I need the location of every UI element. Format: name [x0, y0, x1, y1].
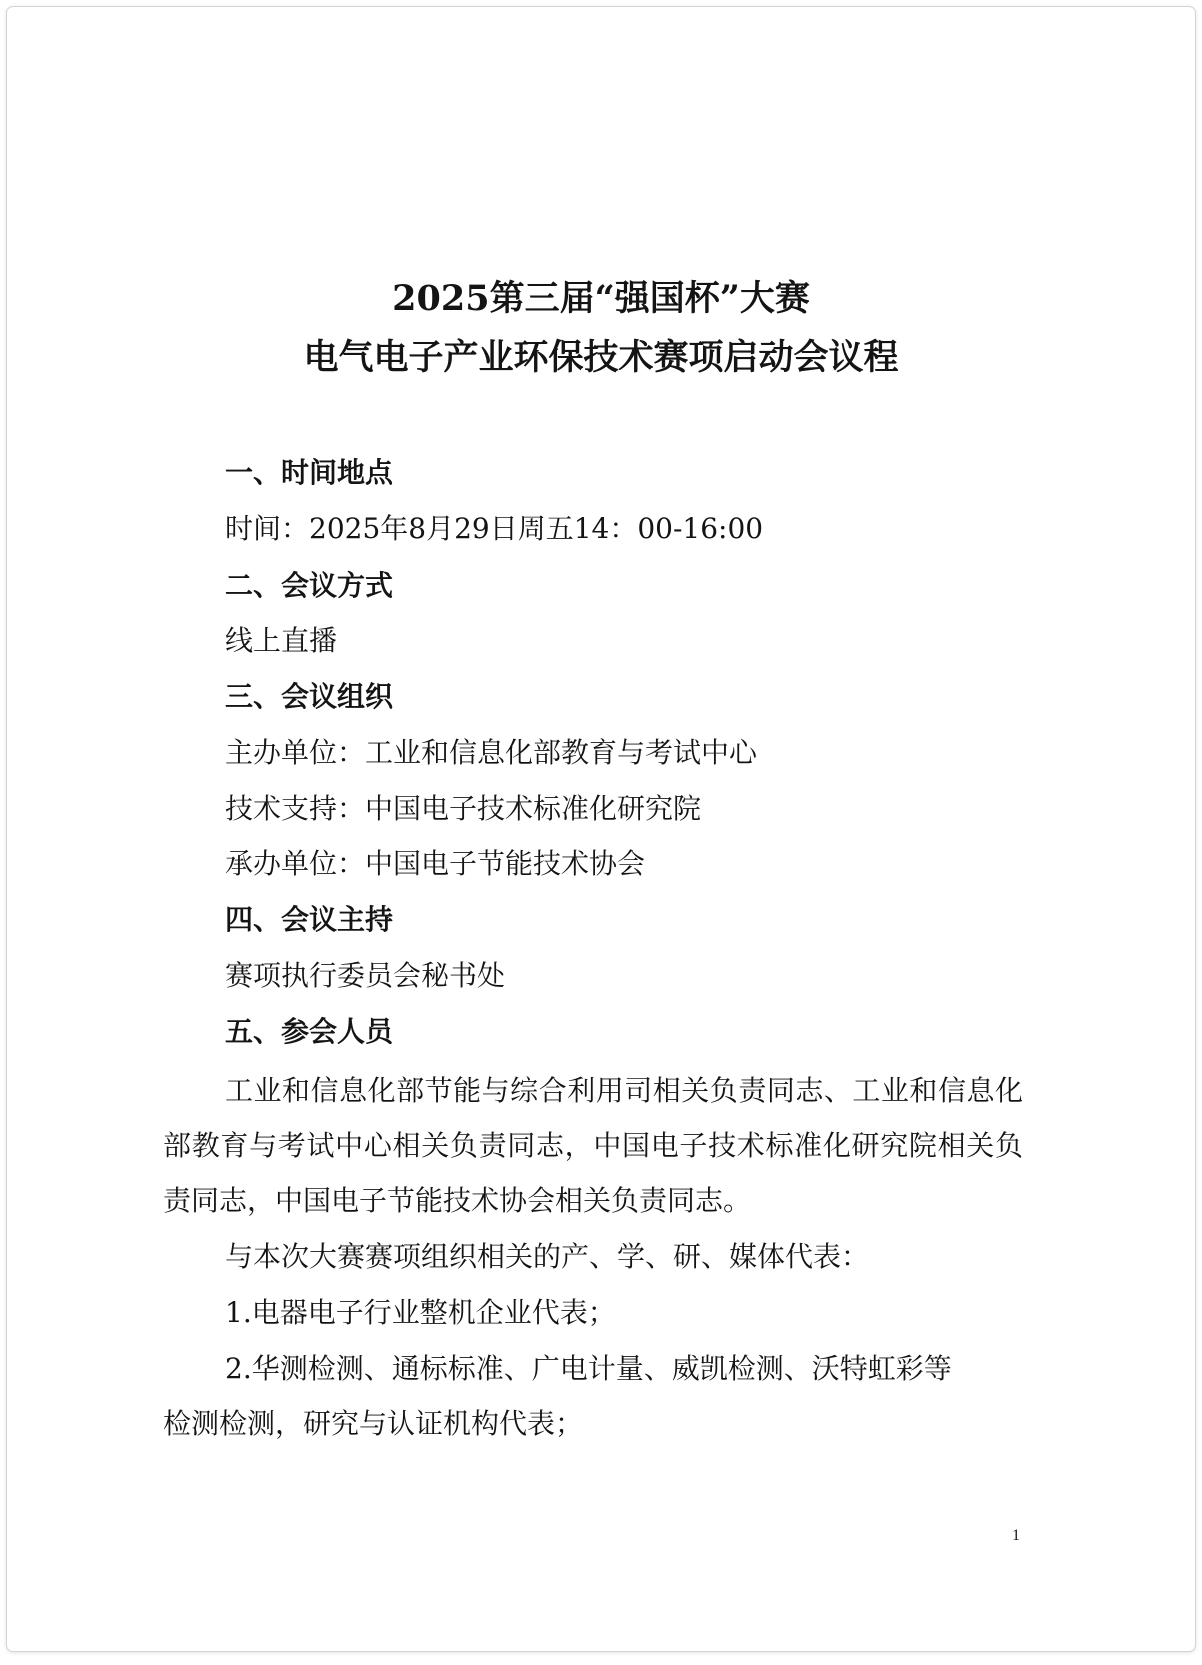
section-heading-chair: 四、会议主持	[225, 903, 394, 936]
technical-support: 技术支持：中国电子技术标准化研究院	[225, 792, 702, 825]
organizer-unit: 承办单位：中国电子节能技术协会	[225, 847, 646, 880]
section-heading-meeting-mode: 二、会议方式	[225, 569, 394, 602]
section-heading-time-place: 一、时间地点	[225, 456, 394, 489]
attendee-item-2-line1: 2.华测检测、通标标准、广电计量、威凯检测、沃特虹彩等	[225, 1352, 952, 1385]
attendee-item-1: 1.电器电子行业整机企业代表；	[225, 1296, 616, 1329]
attendees-intro: 与本次大赛赛项组织相关的产、学、研、媒体代表：	[225, 1240, 870, 1273]
meeting-mode: 线上直播	[225, 624, 338, 657]
document-title-line2: 电气电子产业环保技术赛项启动会议程	[303, 337, 899, 378]
page-number: 1	[1012, 1527, 1020, 1544]
section-heading-organization: 三、会议组织	[225, 680, 394, 713]
document-page	[7, 7, 1195, 1651]
section-heading-attendees: 五、参会人员	[225, 1015, 394, 1048]
meeting-chair: 赛项执行委员会秘书处	[225, 959, 506, 992]
meeting-time: 时间：2025年8月29日周五14：00-16:00	[225, 512, 764, 545]
document-title-line1: 2025第三届“强国杯”大赛	[392, 278, 810, 319]
attendee-item-2-line2: 检测检测，研究与认证机构代表；	[163, 1407, 584, 1440]
attendees-paragraph: 工业和信息化部节能与综合利用司相关负责同志、工业和信息化部教育与考试中心相关负责同志，中国电子技术标准化研究院相关负责同志，中国电子节能技术协会相关负责同志。	[163, 1074, 1023, 1217]
host-unit: 主办单位：工业和信息化部教育与考试中心	[225, 736, 758, 769]
